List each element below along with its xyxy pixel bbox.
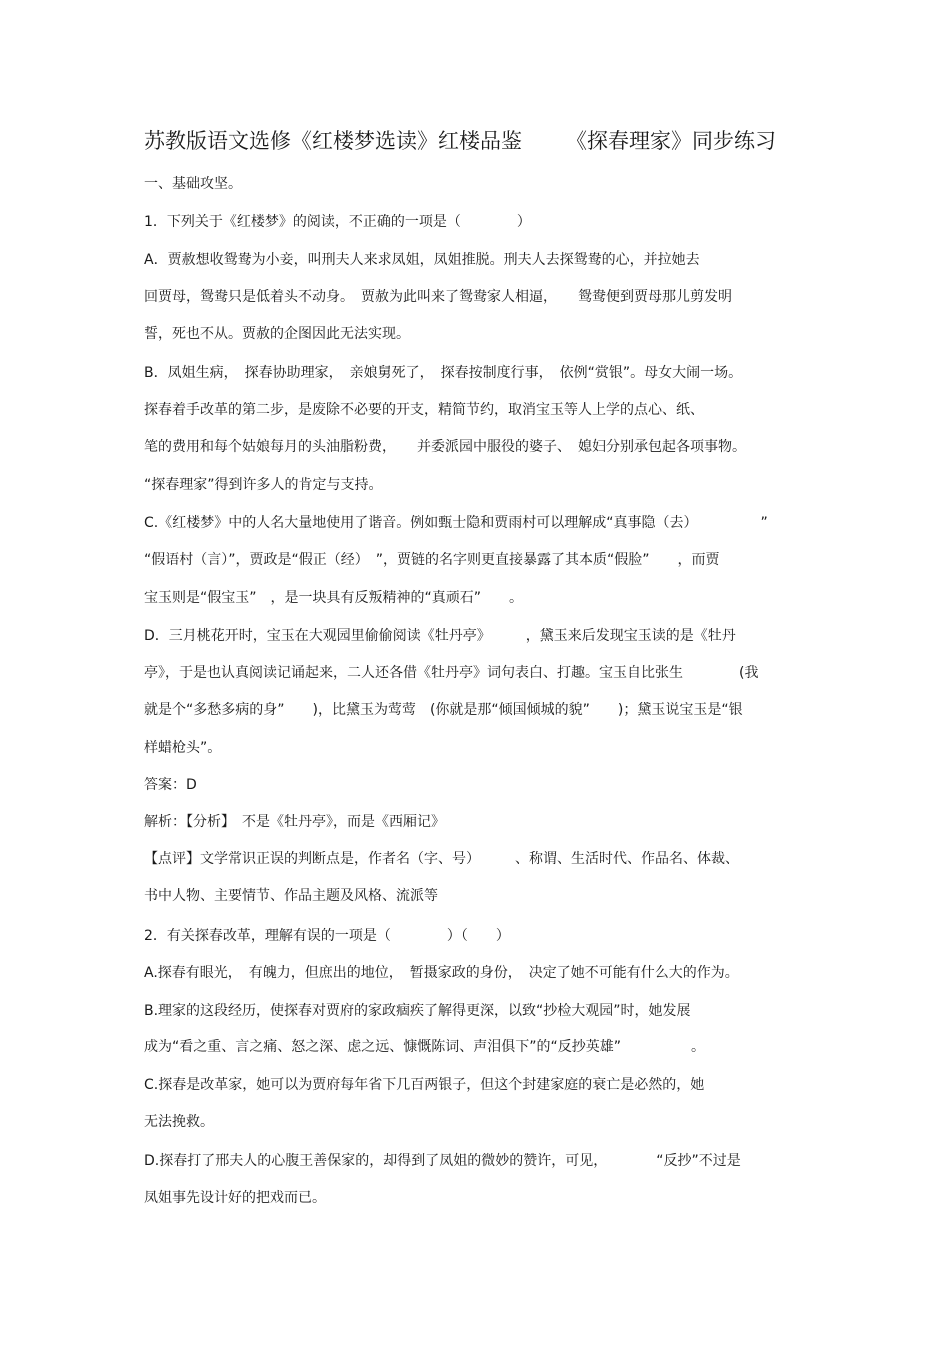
title-main: 苏教版语文选修《红楼梦选读》红楼品鉴	[144, 129, 522, 153]
q2-option-a-line: A.探春有眼光， 有魄力，但庶出的地位， 暂摄家政的身份， 决定了她不可能有什么大的作为。	[144, 965, 739, 981]
q1-option-c-line: “假语村（言）”，贾政是“假正（经） ”，贾链的名字则更直接暴露了其本质“假脸” ，而贾	[144, 552, 720, 568]
q1-option-b-line: 笔的费用和每个姑娘每月的头油脂粉费， 并委派园中服役的婆子、 媳妇分别承包起各项事物。	[144, 439, 746, 455]
q1-option-d-line: 亭》，于是也认真阅读记诵起来，二人还各借《牡丹亭》词句表白、打趣。宝玉自比张生 (我	[144, 665, 759, 681]
q2-option-c-line: C.探春是改革家，她可以为贾府每年省下几百两银子，但这个封建家庭的衰亡是必然的，她	[144, 1077, 705, 1093]
q1-option-c-line: 宝玉则是“假宝玉” ，是一块具有反叛精神的“真顽石” 。	[144, 590, 524, 606]
q1-option-b-line: B．凤姐生病， 探春协助理家， 亲娘舅死了， 探春按制度行事， 依例“赏银”。母女大闹一场。	[144, 365, 743, 381]
q1-answer: 答案：D	[144, 777, 197, 793]
q1-option-a-line: 回贾母，鸳鸯只是低着头不动身。 贾赦为此叫来了鸳鸯家人相逼， 鸳鸯便到贾母那儿剪发明	[144, 289, 732, 305]
q2-option-c-line: 无法挽救。	[144, 1114, 214, 1130]
q1-comment-line: 书中人物、主要情节、作品主题及风格、流派等	[144, 888, 438, 904]
q1-option-b-line: “探春理家”得到许多人的肯定与支持。	[144, 477, 383, 493]
q1-option-a-line: 誓，死也不从。贾赦的企图因此无法实现。	[144, 326, 410, 342]
q1-option-d-line: 就是个“多愁多病的身” )，比黛玉为莺莺 (你就是那“倾国倾城的貌” )；黛玉说宝玉是“银	[144, 702, 743, 718]
q1-comment-line: 【点评】文学常识正误的判断点是，作者名（字、号） 、称谓、生活时代、作品名、体裁、	[144, 851, 739, 867]
q1-option-b-line: 探春着手改革的第二步，是废除不必要的开支，精简节约，取消宝玉等人上学的点心、纸、	[144, 402, 704, 418]
q1-option-d-line: 样蜡枪头”。	[144, 740, 222, 756]
q1-stem: 1．下列关于《红楼梦》的阅读，不正确的一项是（ ）	[144, 214, 531, 230]
q1-option-c-line: C.《红楼梦》中的人名大量地使用了谐音。例如甄士隐和贾雨村可以理解成“真事隐（去） ”	[144, 515, 768, 531]
page-title	[144, 126, 824, 156]
q2-option-b-line: B.理家的这段经历，使探春对贾府的家政痼疾了解得更深，以致“抄检大观园”时，她发展	[144, 1003, 691, 1019]
q2-option-d-line: 凤姐事先设计好的把戏而已。	[144, 1190, 326, 1206]
q1-analysis: 解析：【分析】 不是《牡丹亭》，而是《西厢记》	[144, 814, 445, 830]
q2-stem: 2．有关探春改革，理解有误的一项是（ ）（ ）	[144, 928, 510, 944]
q1-option-a-line: A．贾赦想收鸳鸯为小妾，叫刑夫人来求凤姐，凤姐推脱。刑夫人去探鸳鸯的心，并拉她去	[144, 252, 700, 268]
title-sub: 《探春理家》同步练习	[566, 129, 776, 153]
q2-option-b-line: 成为“看之重、言之痛、怒之深、虑之远、慷慨陈词、声泪俱下”的“反抄英雄” 。	[144, 1039, 706, 1055]
section-heading: 一、基础攻坚。	[144, 176, 242, 192]
q1-option-d-line: D．三月桃花开时，宝玉在大观园里偷偷阅读《牡丹亭》 ，黛玉来后发现宝玉读的是《牡丹	[144, 628, 736, 644]
q2-option-d-line: D.探春打了邢夫人的心腹王善保家的，却得到了凤姐的微妙的赞许，可见， “反抄”不过是	[144, 1153, 741, 1169]
